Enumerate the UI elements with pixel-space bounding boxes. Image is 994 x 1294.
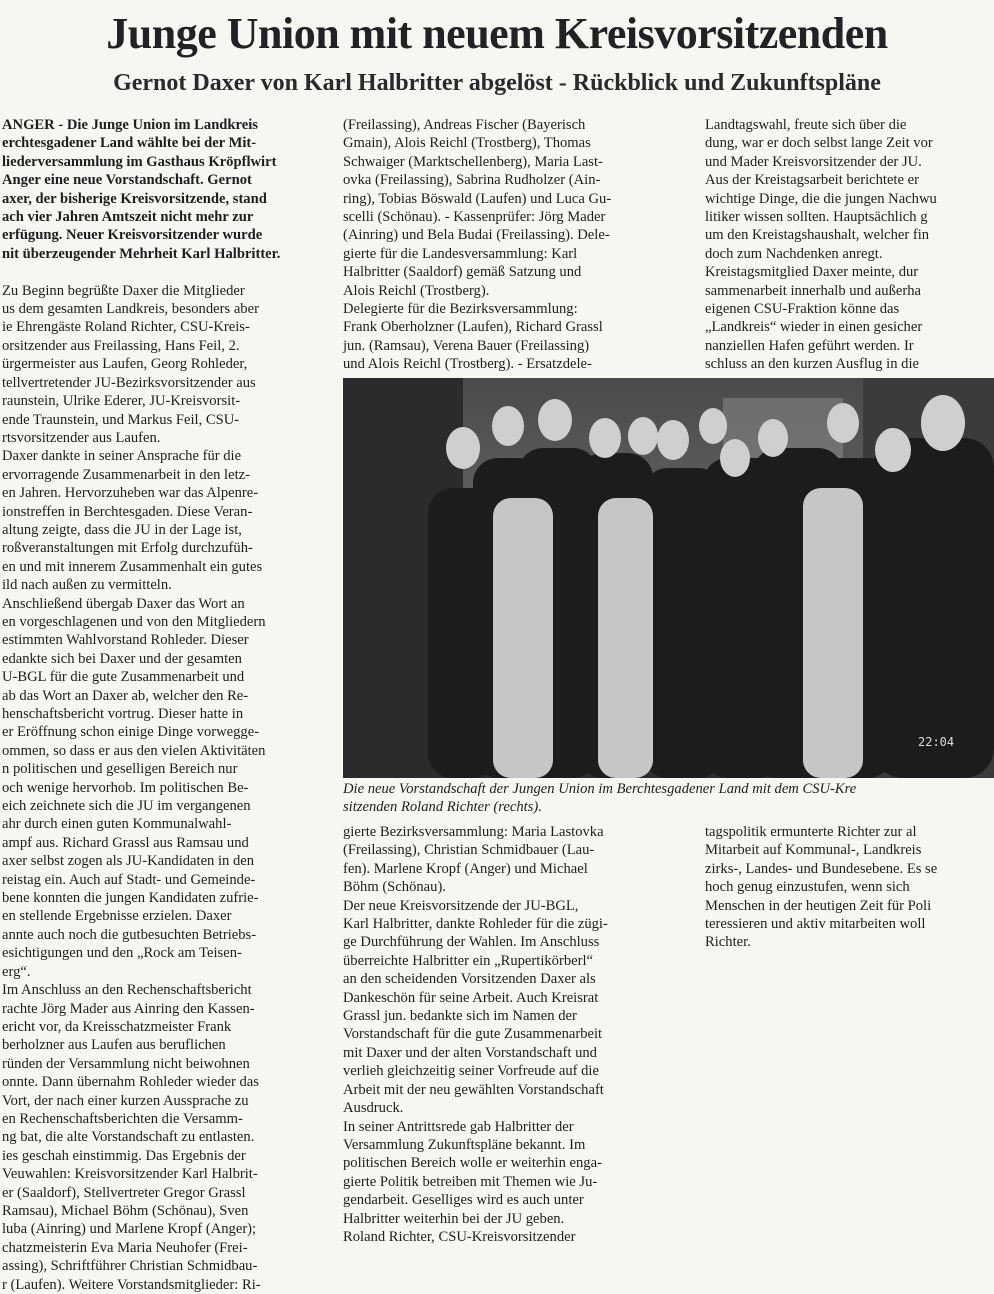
article-line: ild nach außen zu vermitteln. <box>2 577 172 594</box>
article-line: Daxer dankte in seiner Ansprache für die <box>2 448 242 465</box>
article-line: ng bat, die alte Vorstandschaft zu entlasten. <box>2 1129 255 1146</box>
article-line: hoch genug einzustufen, wenn sich <box>705 879 910 896</box>
article-line: Delegierte für die Bezirksversammlung: <box>343 301 578 318</box>
article-line: annte auch noch die gutbesuchten Betriebs- <box>2 926 257 943</box>
article-line: en vorgeschlagenen und von den Mitgliedern <box>2 613 266 630</box>
article-line: (Ainring) und Bela Budai (Freilassing). Dele- <box>343 227 610 244</box>
article-line: U-BGL für die gute Zusammenarbeit und <box>2 669 245 686</box>
article-line: Halbritter weiterhin bei der JU geben. <box>343 1210 565 1227</box>
article-line: Anger eine neue Vorstandschaft. Gernot <box>2 172 252 189</box>
article-column-3-top <box>705 116 994 376</box>
article-line: ies geschah einstimmig. Das Ergebnis der <box>2 1147 246 1164</box>
article-line: doch zum Nachdenken anregt. <box>705 245 883 262</box>
article-column-3-bottom <box>705 823 994 1023</box>
article-line: In seiner Antrittsrede gab Halbritter der <box>343 1118 574 1135</box>
article-column-2-bottom <box>343 823 687 1245</box>
article-line: us dem gesamten Landkreis, besonders aber <box>2 301 259 318</box>
article-column-1 <box>2 116 332 1293</box>
article-line: och wenige hervorhob. Im politischen Be- <box>2 779 249 796</box>
article-line: ovka (Freilassing), Sabrina Rudholzer (Ain- <box>343 172 601 189</box>
article-line: Halbritter (Saaldorf) gemäß Satzung und <box>343 264 582 281</box>
article-line: bene konnten die jungen Kandidaten zufrie- <box>2 890 259 907</box>
article-line: Mitarbeit auf Kommunal-, Landkreis <box>705 842 922 859</box>
article-line: Böhm (Schönau). <box>343 879 446 896</box>
article-line: Vort, der nach einer kurzen Aussprache zu <box>2 1092 249 1109</box>
article-line: erg“. <box>2 963 31 980</box>
article-line: und Alois Reichl (Trostberg). - Ersatzdele- <box>343 356 592 373</box>
article-line: Ausdruck. <box>343 1100 404 1117</box>
article-line: mit Daxer und der alten Vorstandschaft und <box>343 1044 597 1061</box>
article-line: Landtagswahl, freute sich über die <box>705 117 907 133</box>
article-line: Grassl jun. bedankte sich im Namen der <box>343 1008 577 1025</box>
article-line: ericht vor, da Kreisschatzmeister Frank <box>2 1018 232 1035</box>
article-line: Der neue Kreisvorsitzende der JU-BGL, <box>343 897 579 914</box>
article-line: Ramsau), Michael Böhm (Schönau), Sven <box>2 1202 249 1219</box>
article-line: luba (Ainring) und Marlene Kropf (Anger); <box>2 1221 257 1238</box>
article-line: Menschen in der heutigen Zeit für Poli <box>705 897 932 914</box>
article-line: er Eröffnung schon einige Dinge vorwegge- <box>2 724 260 741</box>
article-line: ie Ehrengäste Roland Richter, CSU-Kreis- <box>2 319 250 336</box>
article-line: eich zeichnete sich die JU im vergangenen <box>2 798 251 815</box>
article-line: raunstein, Ulrike Ederer, JU-Kreisvorsit- <box>2 393 241 410</box>
article-line: nanziellen Hafen geführt werden. Ir <box>705 337 914 354</box>
article-line: litiker wissen sollten. Hauptsächlich g <box>705 209 928 226</box>
article-line: gendarbeit. Geselliges wird es auch unter <box>343 1192 584 1209</box>
article-line: teressieren und aktiv mitarbeiten woll <box>705 916 926 933</box>
article-line: Im Anschluss an den Rechenschaftsbericht <box>2 982 252 999</box>
article-line: onnte. Dann übernahm Rohleder wieder das <box>2 1074 259 1091</box>
article-column-2-top <box>343 116 687 376</box>
article-line: edankte sich bei Daxer und der gesamten <box>2 650 242 667</box>
article-line: Arbeit mit der neu gewählten Vorstandschaft <box>343 1081 604 1098</box>
article-line: en stellende Ergebnisse erzielen. Daxer <box>2 908 232 925</box>
article-line: verlieh gleichzeitig seiner Vorfreude auf die <box>343 1063 599 1080</box>
article-line: Anschließend übergab Daxer das Wort an <box>2 595 245 612</box>
article-line: ach vier Jahren Amtszeit nicht mehr zur <box>2 209 254 226</box>
article-line: gierte für die Landesversammlung: Karl <box>343 245 578 262</box>
group-photo <box>343 378 994 778</box>
article-line: ionstreffen in Berchtesgaden. Diese Veran- <box>2 503 253 520</box>
article-line: ervorragende Zusammenarbeit in den letz- <box>2 466 250 483</box>
article-line: Frank Oberholzner (Laufen), Richard Grassl <box>343 319 603 336</box>
article-line: und Mader Kreisvorsitzender der JU. <box>705 153 922 170</box>
article-line: eigenen CSU-Fraktion könne das <box>705 301 900 318</box>
article-subheadline: Gernot Daxer von Karl Halbritter abgelöst - Rückblick und Zukunftspläne <box>113 70 881 96</box>
article-line: altung zeigte, dass die JU in der Lage ist, <box>2 521 242 538</box>
article-line <box>2 263 332 281</box>
article-line: erfügung. Neuer Kreisvorsitzender wurde <box>2 227 263 244</box>
article-line: ommen, so dass er aus den vielen Aktivitäten <box>2 742 266 759</box>
article-line: er (Saaldorf), Stellvertreter Gregor Grassl <box>2 1184 246 1201</box>
article-line: gierte Bezirksversammlung: Maria Lastovka <box>343 824 604 840</box>
article-line: schluss an den kurzen Ausflug in die <box>705 356 920 373</box>
article-line: ge Durchführung der Wahlen. Im Anschluss <box>343 934 600 951</box>
article-line: tagspolitik ermunterte Richter zur al <box>705 824 917 840</box>
article-line: henschaftsbericht vortrug. Dieser hatte in <box>2 706 244 722</box>
article-line: scelli (Schönau). - Kassenprüfer: Jörg Mader <box>343 209 606 226</box>
article-line: Versammlung Zukunftspläne bekannt. Im <box>343 1136 586 1153</box>
article-line: Gmain), Alois Reichl (Trostberg), Thomas <box>343 135 591 152</box>
article-line: Roland Richter, CSU-Kreisvorsitzender <box>343 1228 576 1245</box>
article-line: en und mit innerem Zusammenhalt ein gutes <box>2 558 263 575</box>
article-line: en Jahren. Hervorzuheben war das Alpenre- <box>2 485 259 502</box>
article-line: Schwaiger (Marktschellenberg), Maria Last- <box>343 153 603 170</box>
article-line: Veuwahlen: Kreisvorsitzender Karl Halbrit- <box>2 1166 258 1183</box>
article-line: ab das Wort an Daxer ab, welcher den Re- <box>2 687 249 704</box>
article-line: berholzner aus Laufen aus beruflichen <box>2 1037 226 1054</box>
article-line: jun. (Ramsau), Verena Bauer (Freilassing) <box>343 337 590 354</box>
article-line: ründen der Versammlung nicht beiwohnen <box>2 1055 250 1072</box>
article-line: assing), Schriftführer Christian Schmidbau- <box>2 1258 258 1275</box>
article-line: sammenarbeit innerhalb und außerha <box>705 282 921 299</box>
article-line: Alois Reichl (Trostberg). <box>343 282 490 299</box>
article-line: ahr durch einen guten Kommunalwahl- <box>2 816 232 833</box>
article-line: ANGER - Die Junge Union im Landkreis <box>2 117 258 133</box>
article-line: ende Traunstein, und Markus Feil, CSU- <box>2 411 240 428</box>
article-line: esichtigungen und den „Rock am Teisen- <box>2 945 242 962</box>
article-line: Vorstandschaft für die gute Zusammenarbeit <box>343 1026 603 1043</box>
article-line: ürgermeister aus Laufen, Georg Rohleder, <box>2 356 248 373</box>
article-line: um den Kreistagshaushalt, welcher fin <box>705 227 930 244</box>
article-line: (Freilassing), Andreas Fischer (Bayerisch <box>343 117 586 133</box>
article-line: (Freilassing), Christian Schmidbauer (Lau- <box>343 842 595 859</box>
article-line: Dankeschön für seine Arbeit. Auch Kreisrat <box>343 989 599 1006</box>
article-line: reistag ein. Auch auf Stadt- und Gemeinde- <box>2 871 256 888</box>
article-line: politischen Bereich wolle er weiterhin enga- <box>343 1155 602 1172</box>
article-line: „Landkreis“ wieder in einen gesicher <box>705 319 923 336</box>
article-line: Aus der Kreistagsarbeit berichtete er <box>705 172 919 189</box>
article-line: dung, war er doch selbst lange Zeit vor <box>705 135 933 152</box>
article-line: axer selbst zogen als JU-Kandidaten in den <box>2 853 255 870</box>
article-line: n politischen und geselligen Bereich nur <box>2 761 238 778</box>
photo-caption-line-2: sitzenden Roland Richter (rechts). <box>343 799 542 816</box>
article-line: überreichte Halbritter ein „Rupertikörberl“ <box>343 952 594 969</box>
article-line: orsitzender aus Freilassing, Hans Feil, 2. <box>2 337 240 354</box>
article-line: tellvertretender JU-Bezirksvorsitzender aus <box>2 374 256 391</box>
article-line: roßveranstaltungen mit Erfolg durchzufüh- <box>2 540 253 557</box>
article-line: rachte Jörg Mader aus Ainring den Kassen- <box>2 1000 255 1017</box>
article-line: estimmten Wahlvorstand Rohleder. Dieser <box>2 632 249 649</box>
article-line: liederversammlung im Gasthaus Kröpflwirt <box>2 153 277 170</box>
article-line: an den scheidenden Vorsitzenden Daxer als <box>343 971 596 988</box>
article-line: Kreistagsmitglied Daxer meinte, dur <box>705 264 919 281</box>
article-line: axer, der bisherige Kreisvorsitzende, stand <box>2 190 267 207</box>
article-line: rtsvorsitzender aus Laufen. <box>2 429 161 446</box>
article-line: zirks-, Landes- und Bundesebene. Es se <box>705 860 938 877</box>
article-line: gierte Politik betreiben mit Themen wie Ju- <box>343 1173 598 1190</box>
article-line: chatzmeisterin Eva Maria Neuhofer (Frei- <box>2 1239 248 1256</box>
article-line: erchtesgadener Land wählte bei der Mit- <box>2 135 257 152</box>
article-headline: Junge Union mit neuem Kreisvorsitzenden <box>106 9 888 58</box>
article-line: fen). Marlene Kropf (Anger) und Michael <box>343 860 588 877</box>
article-line: nit überzeugender Mehrheit Karl Halbritter. <box>2 245 281 262</box>
photo-caption-line-1: Die neue Vorstandschaft der Jungen Union im Berchtesgadener Land mit dem CSU-Kre <box>343 781 857 797</box>
article-line: en Rechenschaftsberichten die Versamm- <box>2 1110 243 1127</box>
article-line: Zu Beginn begrüßte Daxer die Mitglieder <box>2 282 245 299</box>
photo-timestamp: 22:04 <box>918 735 955 749</box>
article-line: ring), Tobias Böswald (Laufen) und Luca Gu- <box>343 190 612 207</box>
group-photo-image <box>343 378 994 778</box>
article-line: wichtige Dinge, die die jungen Nachwu <box>705 190 937 207</box>
photo-caption <box>343 780 994 820</box>
article-line: r (Laufen). Weitere Vorstandsmitglieder: Ri- <box>2 1276 261 1293</box>
article-line: ampf aus. Richard Grassl aus Ramsau und <box>2 834 249 851</box>
article-line: Richter. <box>705 934 751 951</box>
article-line: Karl Halbritter, dankte Rohleder für die zügi- <box>343 916 608 933</box>
